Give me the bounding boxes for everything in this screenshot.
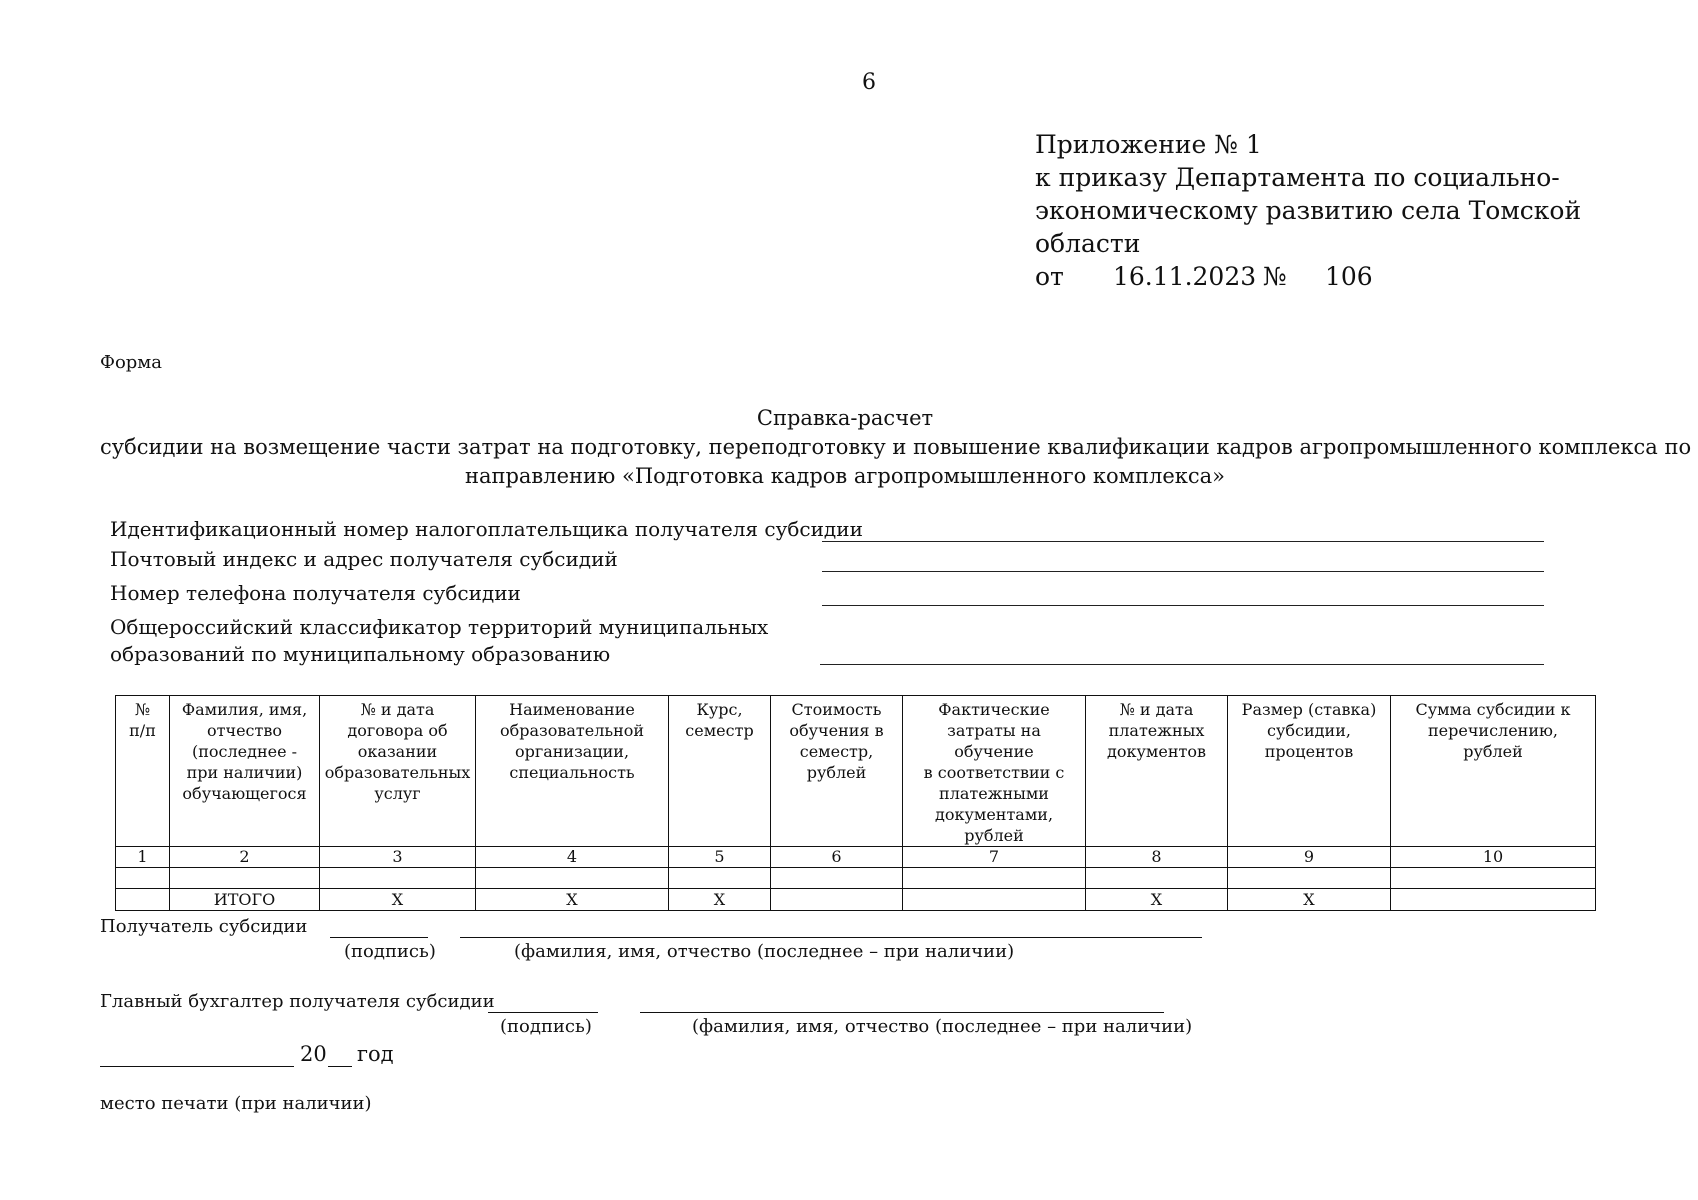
accountant-label: Главный бухгалтер получателя субсидии bbox=[100, 991, 495, 1012]
oktmo-label-line: Общероссийский классификатор территорий муниципальных bbox=[110, 615, 769, 639]
total-cell: X bbox=[1228, 889, 1391, 911]
title-line: направлению «Подготовка кадров агропромышленного комплекса» bbox=[464, 464, 1226, 488]
form-label: Форма bbox=[100, 352, 163, 373]
signature-caption: (подпись) bbox=[344, 941, 436, 962]
table-header-row bbox=[116, 696, 1596, 847]
header-number: № п/п bbox=[116, 696, 170, 847]
appendix-title: Приложение № 1 bbox=[1035, 130, 1262, 159]
order-date-line bbox=[1035, 260, 1581, 293]
column-number: 4 bbox=[476, 847, 669, 868]
header-rate: Размер (ставка) субсидии, процентов bbox=[1228, 696, 1391, 847]
header-actual-costs: Фактические затраты на обучение в соответствии с платежными документами, рублей bbox=[903, 696, 1086, 847]
year-field[interactable] bbox=[328, 1066, 352, 1067]
signature-caption: (подпись) bbox=[500, 1016, 592, 1037]
table-cell[interactable] bbox=[771, 868, 903, 889]
stamp-label: место печати (при наличии) bbox=[100, 1093, 372, 1114]
column-number: 2 bbox=[170, 847, 320, 868]
page-number: 6 bbox=[862, 70, 876, 95]
total-cell: X bbox=[476, 889, 669, 911]
header-cost: Стоимость обучения в семестр, рублей bbox=[771, 696, 903, 847]
name-caption: (фамилия, имя, отчество (последнее – при наличии) bbox=[514, 941, 1015, 962]
order-date: 16.11.2023 bbox=[1113, 262, 1257, 291]
column-number-row bbox=[116, 847, 1596, 868]
inn-field[interactable] bbox=[822, 541, 1544, 542]
table-cell[interactable] bbox=[1391, 868, 1596, 889]
table-cell[interactable] bbox=[669, 868, 771, 889]
column-number: 5 bbox=[669, 847, 771, 868]
column-number: 6 bbox=[771, 847, 903, 868]
header-course: Курс, семестр bbox=[669, 696, 771, 847]
total-cell: X bbox=[669, 889, 771, 911]
total-cell[interactable] bbox=[1391, 889, 1596, 911]
oktmo-field[interactable] bbox=[820, 664, 1544, 665]
column-number: 1 bbox=[116, 847, 170, 868]
column-number: 9 bbox=[1228, 847, 1391, 868]
header-organization: Наименование образовательной организации, специальность bbox=[476, 696, 669, 847]
table-cell[interactable] bbox=[116, 868, 170, 889]
date-prefix: от bbox=[1035, 262, 1064, 291]
phone-label: Номер телефона получателя субсидии bbox=[110, 581, 521, 605]
total-cell[interactable] bbox=[771, 889, 903, 911]
total-cell bbox=[116, 889, 170, 911]
phone-field[interactable] bbox=[822, 605, 1544, 606]
column-number: 8 bbox=[1086, 847, 1228, 868]
year-prefix: 20 bbox=[300, 1042, 327, 1066]
document-title bbox=[100, 404, 1692, 491]
appendix-line: к приказу Департамента по социально- bbox=[1035, 163, 1560, 192]
total-cell[interactable] bbox=[903, 889, 1086, 911]
table-cell[interactable] bbox=[903, 868, 1086, 889]
column-number: 10 bbox=[1391, 847, 1596, 868]
table-cell[interactable] bbox=[476, 868, 669, 889]
header-subsidy-sum: Сумма субсидии к перечислению, рублей bbox=[1391, 696, 1596, 847]
oktmo-label bbox=[110, 614, 768, 668]
title-line: субсидии на возмещение части затрат на подготовку, переподготовку и повышение квалификации кадров агропромышленного комплекса по bbox=[100, 435, 1692, 459]
accountant-signature-field[interactable] bbox=[488, 1012, 598, 1013]
table-cell[interactable] bbox=[1228, 868, 1391, 889]
column-number: 7 bbox=[903, 847, 1086, 868]
address-label: Почтовый индекс и адрес получателя субсидий bbox=[110, 547, 618, 571]
appendix-line: области bbox=[1035, 229, 1141, 258]
table-cell[interactable] bbox=[1086, 868, 1228, 889]
total-cell: X bbox=[320, 889, 476, 911]
address-field[interactable] bbox=[822, 571, 1544, 572]
accountant-name-field[interactable] bbox=[640, 1012, 1164, 1013]
header-payment-docs: № и дата платежных документов bbox=[1086, 696, 1228, 847]
table-cell[interactable] bbox=[170, 868, 320, 889]
table-cell[interactable] bbox=[320, 868, 476, 889]
title-line: Справка-расчет bbox=[756, 406, 934, 430]
oktmo-label-line: образований по муниципальному образованию bbox=[110, 642, 611, 666]
header-student-name: Фамилия, имя, отчество (последнее - при наличии) обучающегося bbox=[170, 696, 320, 847]
year-suffix: год bbox=[357, 1042, 394, 1066]
inn-label: Идентификационный номер налогоплательщика получателя субсидии bbox=[110, 517, 863, 541]
number-sign: № bbox=[1263, 262, 1287, 291]
header-contract: № и дата договора об оказании образовательных услуг bbox=[320, 696, 476, 847]
table-row bbox=[116, 868, 1596, 889]
recipient-name-field[interactable] bbox=[460, 937, 1202, 938]
appendix-header bbox=[1035, 128, 1581, 293]
total-label: ИТОГО bbox=[170, 889, 320, 911]
subsidy-table bbox=[115, 695, 1596, 911]
recipient-signature-field[interactable] bbox=[330, 937, 428, 938]
day-month-field[interactable] bbox=[100, 1066, 294, 1067]
total-row bbox=[116, 889, 1596, 911]
recipient-label: Получатель субсидии bbox=[100, 916, 308, 937]
column-number: 3 bbox=[320, 847, 476, 868]
total-cell: X bbox=[1086, 889, 1228, 911]
appendix-line: экономическому развитию села Томской bbox=[1035, 196, 1582, 225]
order-number: 106 bbox=[1325, 262, 1373, 291]
name-caption: (фамилия, имя, отчество (последнее – при наличии) bbox=[692, 1016, 1193, 1037]
